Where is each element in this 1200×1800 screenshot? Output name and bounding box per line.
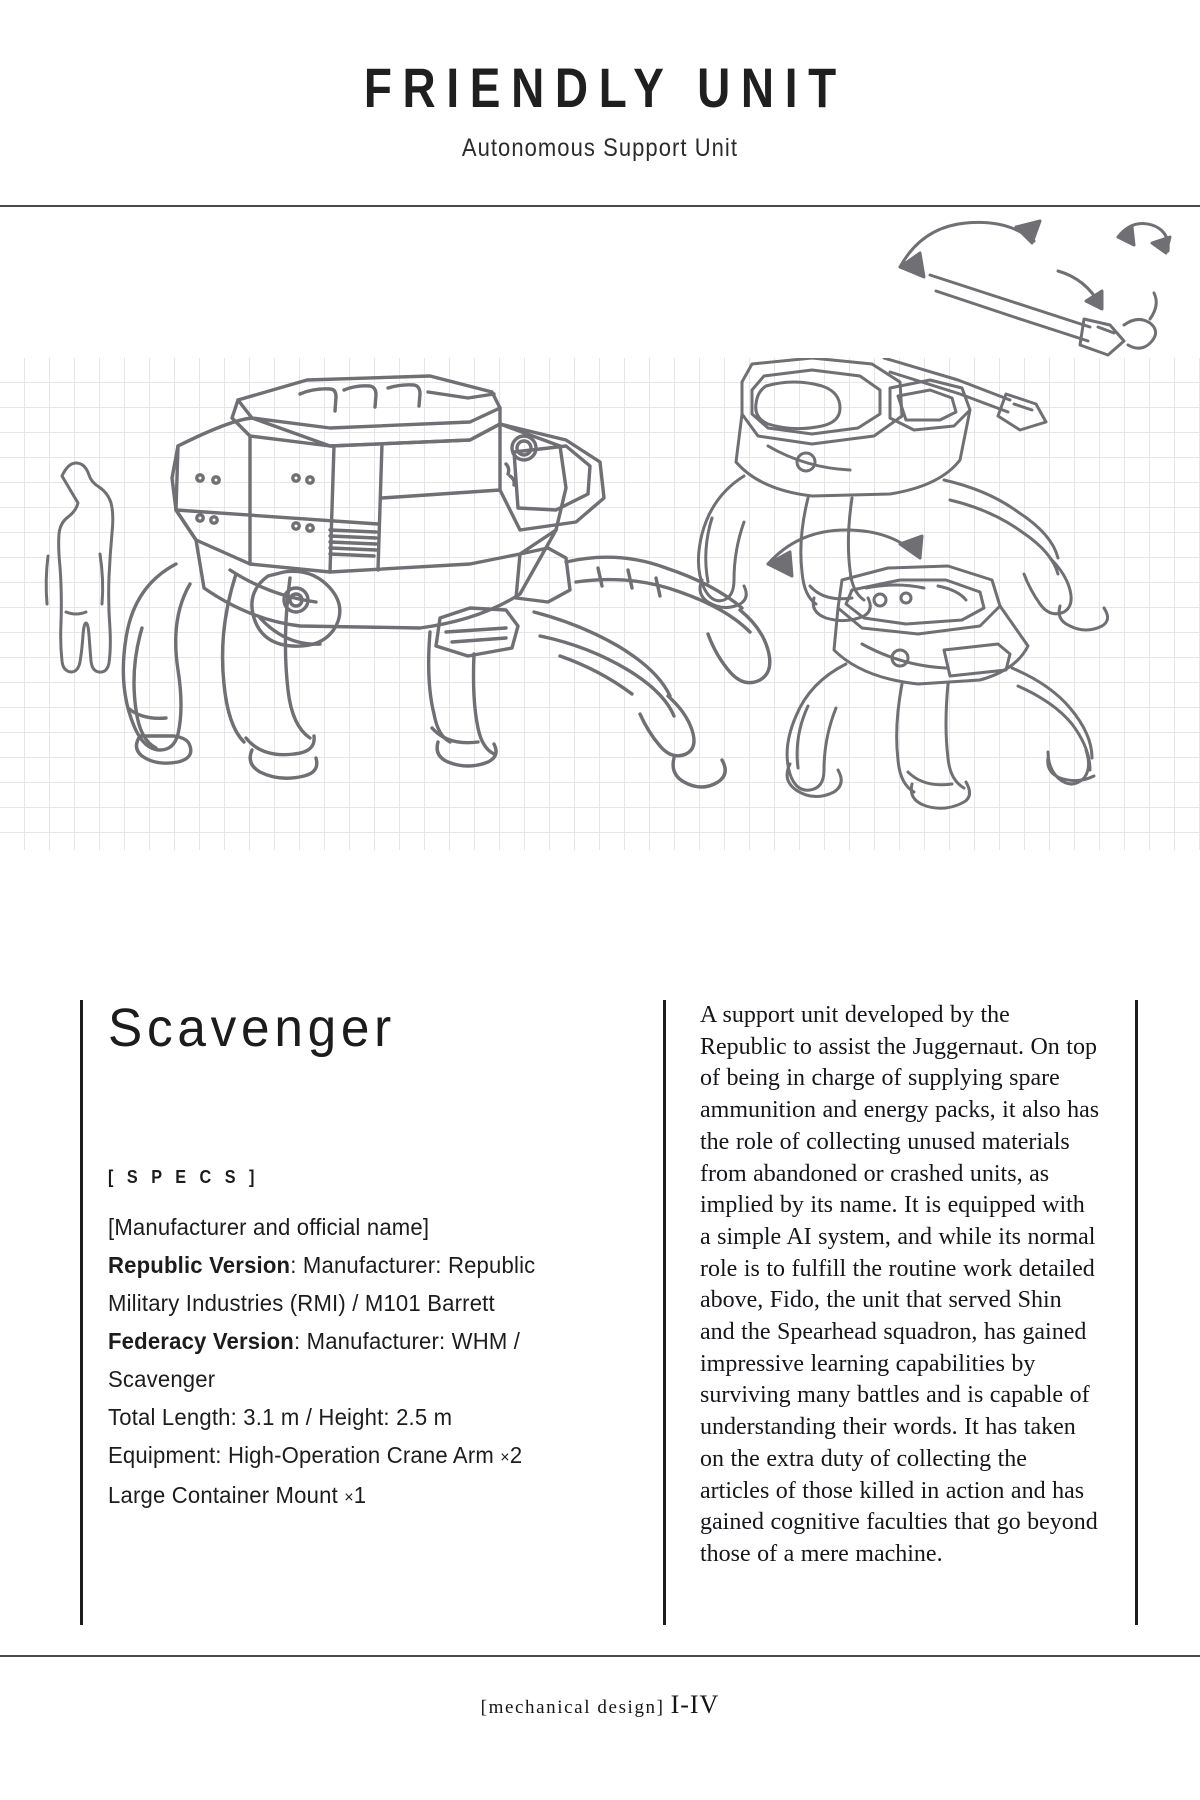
right-column-rule bbox=[1135, 1000, 1138, 1625]
lower-right-unit-view bbox=[787, 566, 1094, 808]
motion-arrows bbox=[900, 221, 1170, 309]
spec-line: Total Length: 3.1 m / Height: 2.5 m bbox=[108, 1403, 453, 1430]
page-footer bbox=[0, 1690, 1200, 1720]
left-column-rule bbox=[80, 1000, 83, 1625]
spec-label: Federacy Version bbox=[108, 1327, 294, 1354]
footer-page-number: I-IV bbox=[670, 1690, 720, 1719]
page-subtitle: Autonomous Support Unit bbox=[461, 134, 739, 162]
specs-column bbox=[108, 1000, 628, 1516]
unit-overview-text: A support unit developed by the Republic to assist the Juggernaut. On top of being in charge of supplying spare ammunition and energy packs, it also has the role of collecting unused materials from abandoned or crashed units, as implied by its name. It is equipped with a simple AI system, and while its normal role is to fulfill the routine work detailed above, Fido, the unit that served Shin and the Spearhead squadron, has gained impressive learning capabilities by surviving many battles and is capable of understanding their words. It has taken on the extra duty of collecting the articles of those killed in action and has gained cognitive faculties that go beyond those of a mere machine. bbox=[700, 1002, 1100, 1567]
page-title: FRIENDLY UNIT bbox=[363, 56, 847, 119]
main-legs bbox=[123, 557, 769, 787]
spec-line: [Manufacturer and official name] bbox=[108, 1213, 430, 1240]
header-divider-rule bbox=[0, 205, 1200, 207]
spec-label: Republic Version bbox=[108, 1251, 291, 1278]
footer-label: [mechanical design] bbox=[480, 1697, 665, 1718]
spec-line: Republic Version: Manufacturer: Republic Military Industries (RMI) / M101 Barrett bbox=[108, 1251, 536, 1316]
crane-arm-detail bbox=[930, 275, 1156, 355]
mech-sketch-illustration bbox=[0, 358, 1200, 850]
page-header bbox=[0, 0, 1200, 200]
multiplier-sign: × bbox=[500, 1447, 510, 1467]
specs-heading: [ S P E C S ] bbox=[108, 1166, 259, 1187]
spec-line: Federacy Version: Manufacturer: WHM / Scavenger bbox=[108, 1327, 521, 1392]
overview-column bbox=[700, 1000, 1120, 1571]
blueprint-panel bbox=[0, 358, 1200, 850]
top-right-unit-view bbox=[698, 358, 1107, 630]
multiplier-sign: × bbox=[344, 1487, 354, 1507]
human-scale-silhouette bbox=[46, 463, 113, 672]
middle-column-rule bbox=[663, 1000, 666, 1625]
unit-detail-section bbox=[0, 1000, 1200, 1625]
footer-divider-rule bbox=[0, 1655, 1200, 1657]
spec-line: Equipment: High-Operation Crane Arm ×2 bbox=[108, 1441, 523, 1468]
spec-line: Large Container Mount ×1 bbox=[108, 1482, 367, 1509]
unit-name: Scavenger bbox=[108, 998, 397, 1058]
specs-list bbox=[108, 1208, 550, 1517]
